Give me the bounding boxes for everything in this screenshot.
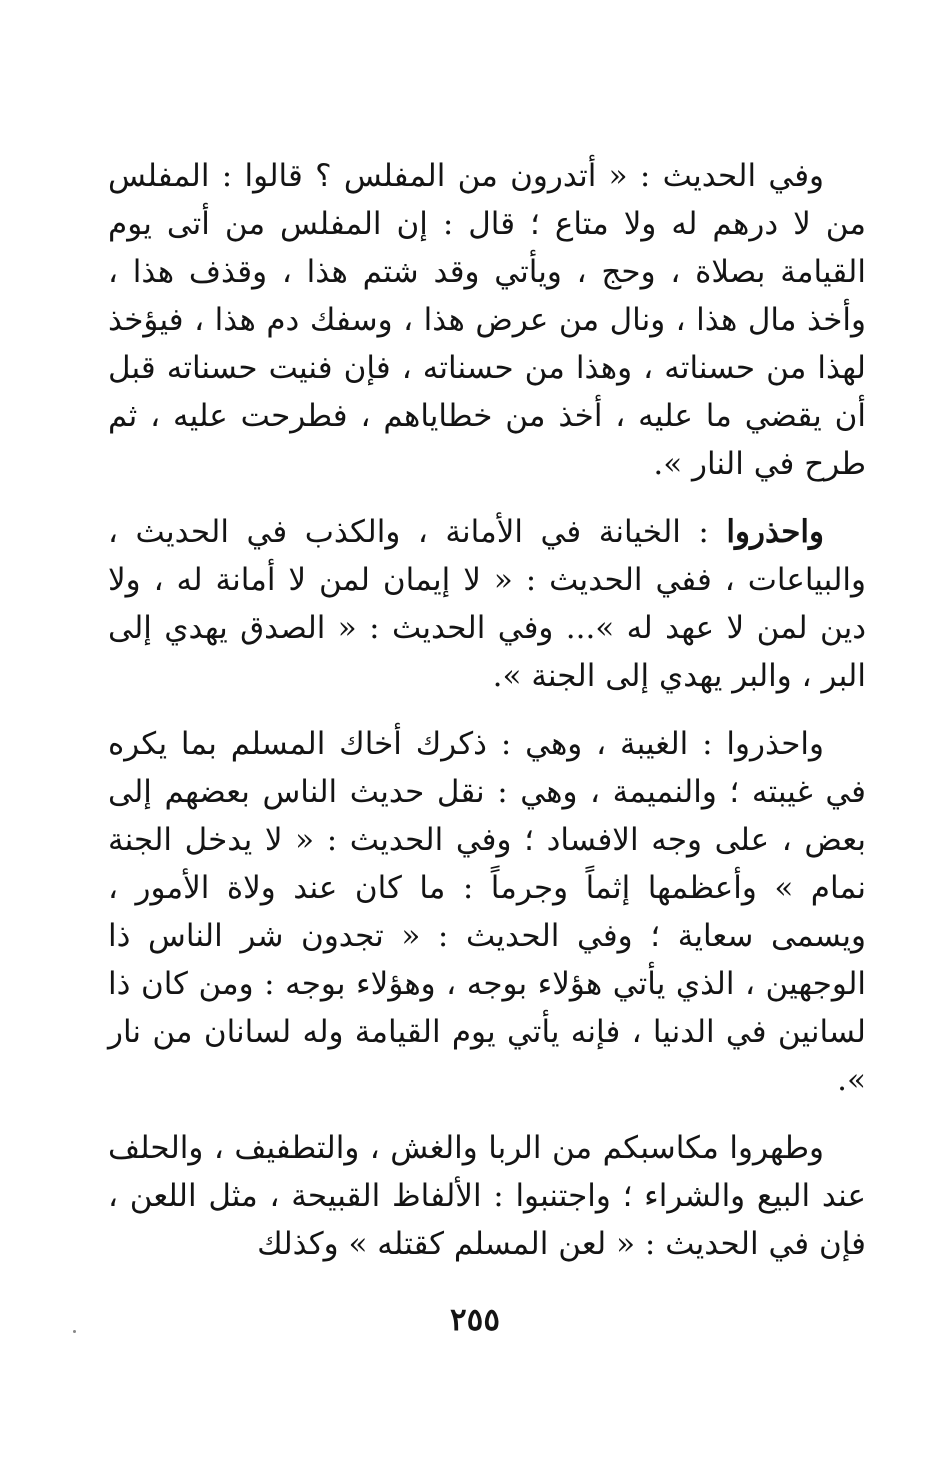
paragraph-text: وطهروا مكاسبكم من الربا والغش ، والتطفيف ، والحلف عند البيع والشراء ؛ واجتنبوا : الألفاظ القبيحة ، مثل اللعن ، فإن في الحديث : « لعن المسلم كقتله » وكذلك: [108, 1130, 866, 1262]
body-text: [108, 152, 866, 1268]
paragraph-lead-word: واحذروا: [726, 514, 824, 550]
paragraph-text: واحذروا : الغيبة ، وهي : ذكرك أخاك المسلم بما يكره في غيبته ؛ والنميمة ، وهي : نقل حديث الناس بعضهم إلى بعض ، على وجه الافساد ؛ وفي الحديث : « لا يدخل الجنة نمام » وأعظمها إثماً وجرماً : ما كان عند ولاة الأمور ، ويسمى سعاية ؛ وفي الحديث : « تجدون شر الناس ذا الوجهين ، الذي يأتي هؤلاء بوجه ، وهؤلاء بوجه : ومن كان ذا لسانين في الدنيا ، فإنه يأتي يوم القيامة وله لسانان من نار ».: [108, 726, 866, 1098]
paragraph-muflis-hadith: [108, 152, 866, 488]
paragraph-text: : الخيانة في الأمانة ، والكذب في الحديث ، والبياعات ، ففي الحديث : « لا إيمان لمن لا أمانة له ، ولا دين لمن لا عهد له »... وفي الحديث : « الصدق يهدي إلى البر ، والبر يهدي إلى الجنة ».: [108, 514, 866, 694]
page-number: ٢٥٥: [450, 1302, 500, 1338]
paragraph-earnings: [108, 1124, 866, 1268]
paragraph-text: وفي الحديث : « أتدرون من المفلس ؟ قالوا : المفلس من لا درهم له ولا متاع ؛ قال : إن المفلس من أتى يوم القيامة بصلاة ، وحج ، ويأتي وقد شتم هذا ، وقذف هذا ، وأخذ مال هذا ، ونال من عرض هذا ، وسفك دم هذا ، فيؤخذ لهذا من حسناته ، وهذا من حسناته ، فإن فنيت حسناته قبل أن يقضي ما عليه ، أخذ من خطاياهم ، فطرحت عليه ، ثم طرح في النار ».: [108, 158, 866, 482]
paragraph-backbiting: [108, 720, 866, 1104]
paragraph-trust-honesty: [108, 508, 866, 700]
margin-dot: [73, 1330, 76, 1333]
